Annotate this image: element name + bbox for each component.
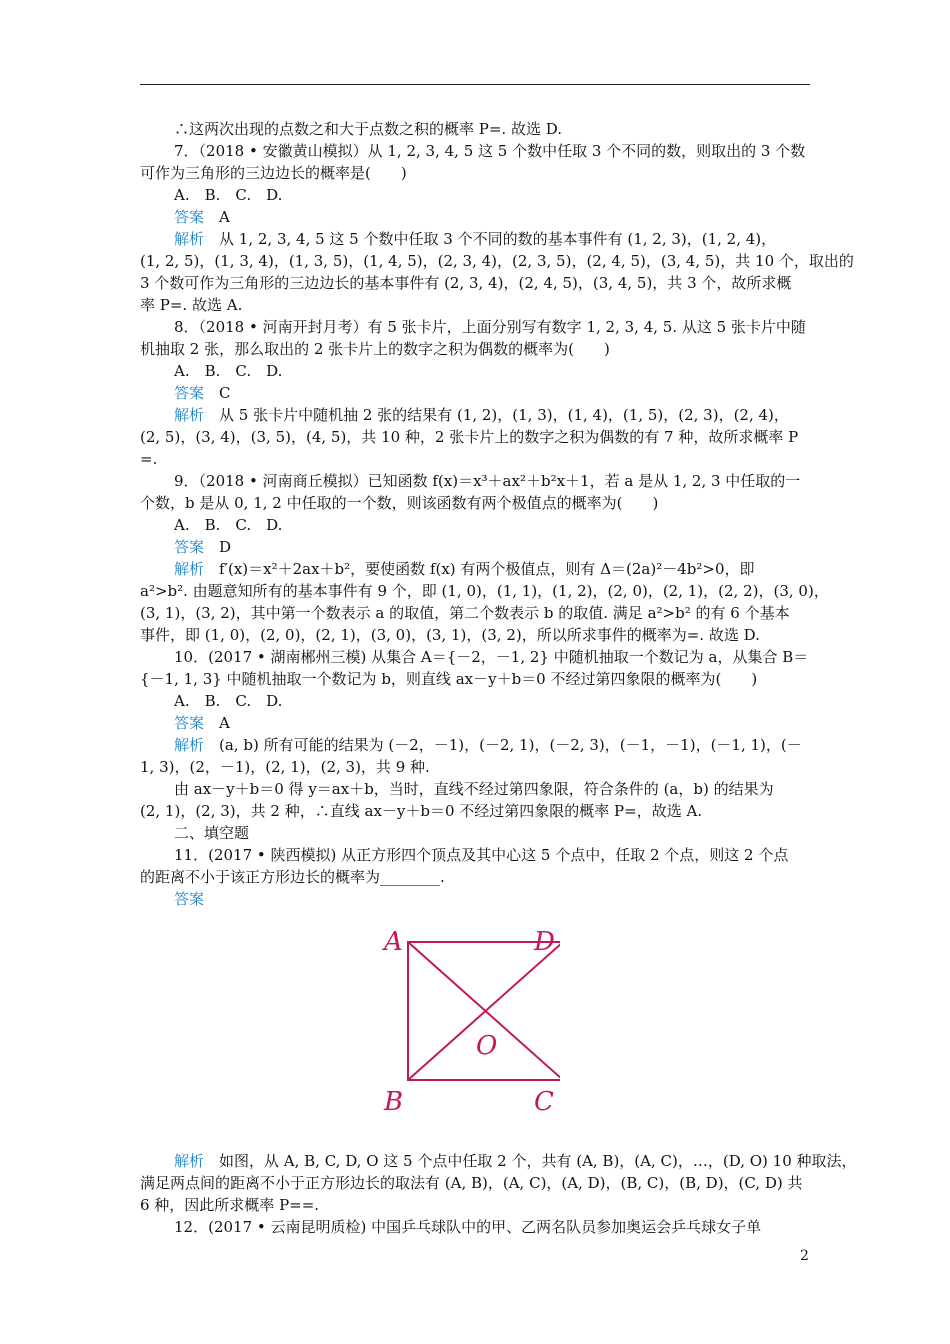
line-text: 10．(2017 • 湖南郴州三模) 从集合 A＝{－2，－1, 2} 中随机抽取一个数记为 a，从集合 B＝ [174,648,809,666]
label-a: A [384,927,403,957]
text-line [140,470,812,492]
line-text: A. B. C. D. [174,692,283,710]
text-line [140,206,812,228]
line-text: 由 ax－y＋b＝0 得 y＝ax＋b，当时，直线不经过第四象限，符合条件的 (a，b) 的结果为 [174,780,774,798]
answer-label: 答案 [174,208,205,226]
analysis-label: 解析 [174,1152,205,1170]
line-text: 事件，即 (1, 0)，(2, 0)，(2, 1)，(3, 0)，(3, 1)，(3, 2)，所以所求事件的概率为=. 故选 D. [140,626,760,644]
answer-label: 答案 [174,890,205,908]
line-text: 率 P=. 故选 A. [140,296,243,314]
answer-label: 答案 [174,384,205,402]
line-text: A [204,208,230,226]
text-line [140,580,829,602]
label-b: B [384,1087,404,1117]
line-text: 从 5 张卡片中随机抽 2 张的结果有 (1, 2)，(1, 3)，(1, 4)，(1, 5)，(2, 3)，(2, 4)， [204,406,789,424]
answer-label: 答案 [174,714,205,732]
line-text: D [204,538,232,556]
text-line [140,602,812,624]
line-text: 从 1, 2, 3, 4, 5 这 5 个数中任取 3 个不同的数的基本事件有 (1, 2, 3)，(1, 2, 4)， [204,230,777,248]
line-text: C [204,384,231,402]
line-text: (3, 1)，(3, 2)，其中第一个数表示 a 的取值，第二个数表示 b 的取值. 满足 a²>b² 的有 6 个基本 [140,604,790,622]
text-line [140,1216,812,1238]
line-text: 12．(2017 • 云南昆明质检) 中国乒乓球队中的甲、乙两名队员参加奥运会乒乓球女子单 [174,1218,762,1236]
text-line [140,1194,812,1216]
text-line [140,162,812,184]
label-c: C [534,1087,554,1117]
line-text: 如图，从 A, B, C, D, O 这 5 个点中任取 2 个，共有 (A, B)，(A, C)，…，(D, O) 10 种取法， [204,1152,857,1170]
line-text: ∴这两次出现的点数之和大于点数之积的概率 P=. 故选 D. [174,120,562,138]
line-text: 二、填空题 [174,824,250,842]
line-text: 9．（2018 • 河南商丘模拟）已知函数 f(x)＝x³＋ax²＋b²x＋1，若 a 是从 1, 2, 3 中任取的一 [174,472,801,490]
line-text: 6 种，因此所求概率 P==. [140,1196,320,1214]
page-number: 2 [800,1248,809,1264]
text-line [140,404,812,426]
text-line [140,448,812,470]
text-line [140,228,812,250]
line-text: 机抽取 2 张，那么取出的 2 张卡片上的数字之积为偶数的概率为( ) [140,340,610,358]
line-text: (2, 5)，(3, 4)，(3, 5)，(4, 5)，共 10 种，2 张卡片上的数字之积为偶数的有 7 种，故所求概率 P [140,428,799,446]
analysis-label: 解析 [174,406,205,424]
text-line [140,822,812,844]
line-text: 可作为三角形的三边边长的概率是( ) [140,164,407,182]
text-line [140,250,854,272]
line-text: 8．（2018 • 河南开封月考）有 5 张卡片，上面分别写有数字 1, 2, 3, 4, 5. 从这 5 张卡片中随 [174,318,806,336]
line-text: f′(x)＝x²＋2ax＋b²，要使函数 f(x) 有两个极值点，则有 Δ＝(2a)²－4b²>0，即 [204,560,755,578]
text-line [140,888,812,910]
text-line [140,690,812,712]
text-block-1 [140,118,854,910]
text-line [140,756,812,778]
line-text: a²>b². 由题意知所有的基本事件有 9 个，即 (1, 0)，(1, 1)，(1, 2)，(2, 0)，(2, 1)，(2, 2)，(3, 0)， [140,582,829,600]
line-text: (a, b) 所有可能的结果为 (－2，－1)，(－2, 1)，(－2, 3)，(－1，－1)，(－1, 1)，(－ [204,736,802,754]
label-d: D [534,927,555,957]
text-line [140,668,812,690]
text-line [140,558,812,580]
text-line [140,778,812,800]
line-text: 1, 3)，(2，－1)，(2, 1)，(2, 3)，共 9 种. [140,758,430,776]
text-line [140,1172,812,1194]
line-text: 个数，b 是从 0, 1, 2 中任取的一个数，则该函数有两个极值点的概率为( ) [140,494,659,512]
line-text: A [204,714,230,732]
text-line [140,426,812,448]
line-text: A. B. C. D. [174,516,283,534]
text-line [140,272,812,294]
line-text: A. B. C. D. [174,362,283,380]
text-line [140,866,812,888]
analysis-label: 解析 [174,230,205,248]
analysis-label: 解析 [174,560,205,578]
answer-label: 答案 [174,538,205,556]
text-line [140,316,812,338]
line-text: 满足两点间的距离不小于正方形边长的取法有 (A, B)，(A, C)，(A, D)，(B, C)，(B, D)，(C, D) 共 [140,1174,803,1192]
line-text: {－1, 1, 3} 中随机抽取一个数记为 b，则直线 ax－y＋b＝0 不经过第四象限的概率为( ) [140,670,758,688]
text-line [140,536,812,558]
text-line [140,118,812,140]
label-o: O [476,1031,498,1061]
text-line [140,140,812,162]
text-line [140,1150,857,1172]
square-figure [140,914,812,1150]
line-text: (1, 2, 5)，(1, 3, 4)，(1, 3, 5)，(1, 4, 5)，(2, 3, 4)，(2, 3, 5)，(2, 4, 5)，(3, 4, 5)，共 10 个，取出的 [140,252,854,270]
text-block-2 [140,1150,857,1238]
document-body [140,118,857,1238]
line-text: =. [140,450,158,468]
text-line [140,338,812,360]
text-line [140,712,812,734]
text-line [140,800,812,822]
analysis-label: 解析 [174,736,205,754]
text-line [140,844,812,866]
line-text: 的距离不小于该正方形边长的概率为________. [140,868,445,886]
text-line [140,646,812,668]
text-line [140,382,812,404]
text-line [140,624,812,646]
text-line [140,184,812,206]
line-text: 3 个数可作为三角形的三边边长的基本事件有 (2, 3, 4)，(2, 4, 5)，(3, 4, 5)，共 3 个，故所求概 [140,274,792,292]
square-diagram [370,914,560,1144]
line-text: A. B. C. D. [174,186,283,204]
text-line [140,734,812,756]
header-rule [140,84,810,85]
text-line [140,492,812,514]
text-line [140,294,812,316]
line-text: 11．(2017 • 陕西模拟) 从正方形四个顶点及其中心这 5 个点中，任取 2 个点，则这 2 个点 [174,846,789,864]
text-line [140,514,812,536]
line-text: 7．（2018 • 安徽黄山模拟）从 1, 2, 3, 4, 5 这 5 个数中任取 3 个不同的数，则取出的 3 个数 [174,142,806,160]
text-line [140,360,812,382]
line-text: (2, 1)，(2, 3)，共 2 种，∴直线 ax－y＋b＝0 不经过第四象限的概率 P=，故选 A. [140,802,703,820]
